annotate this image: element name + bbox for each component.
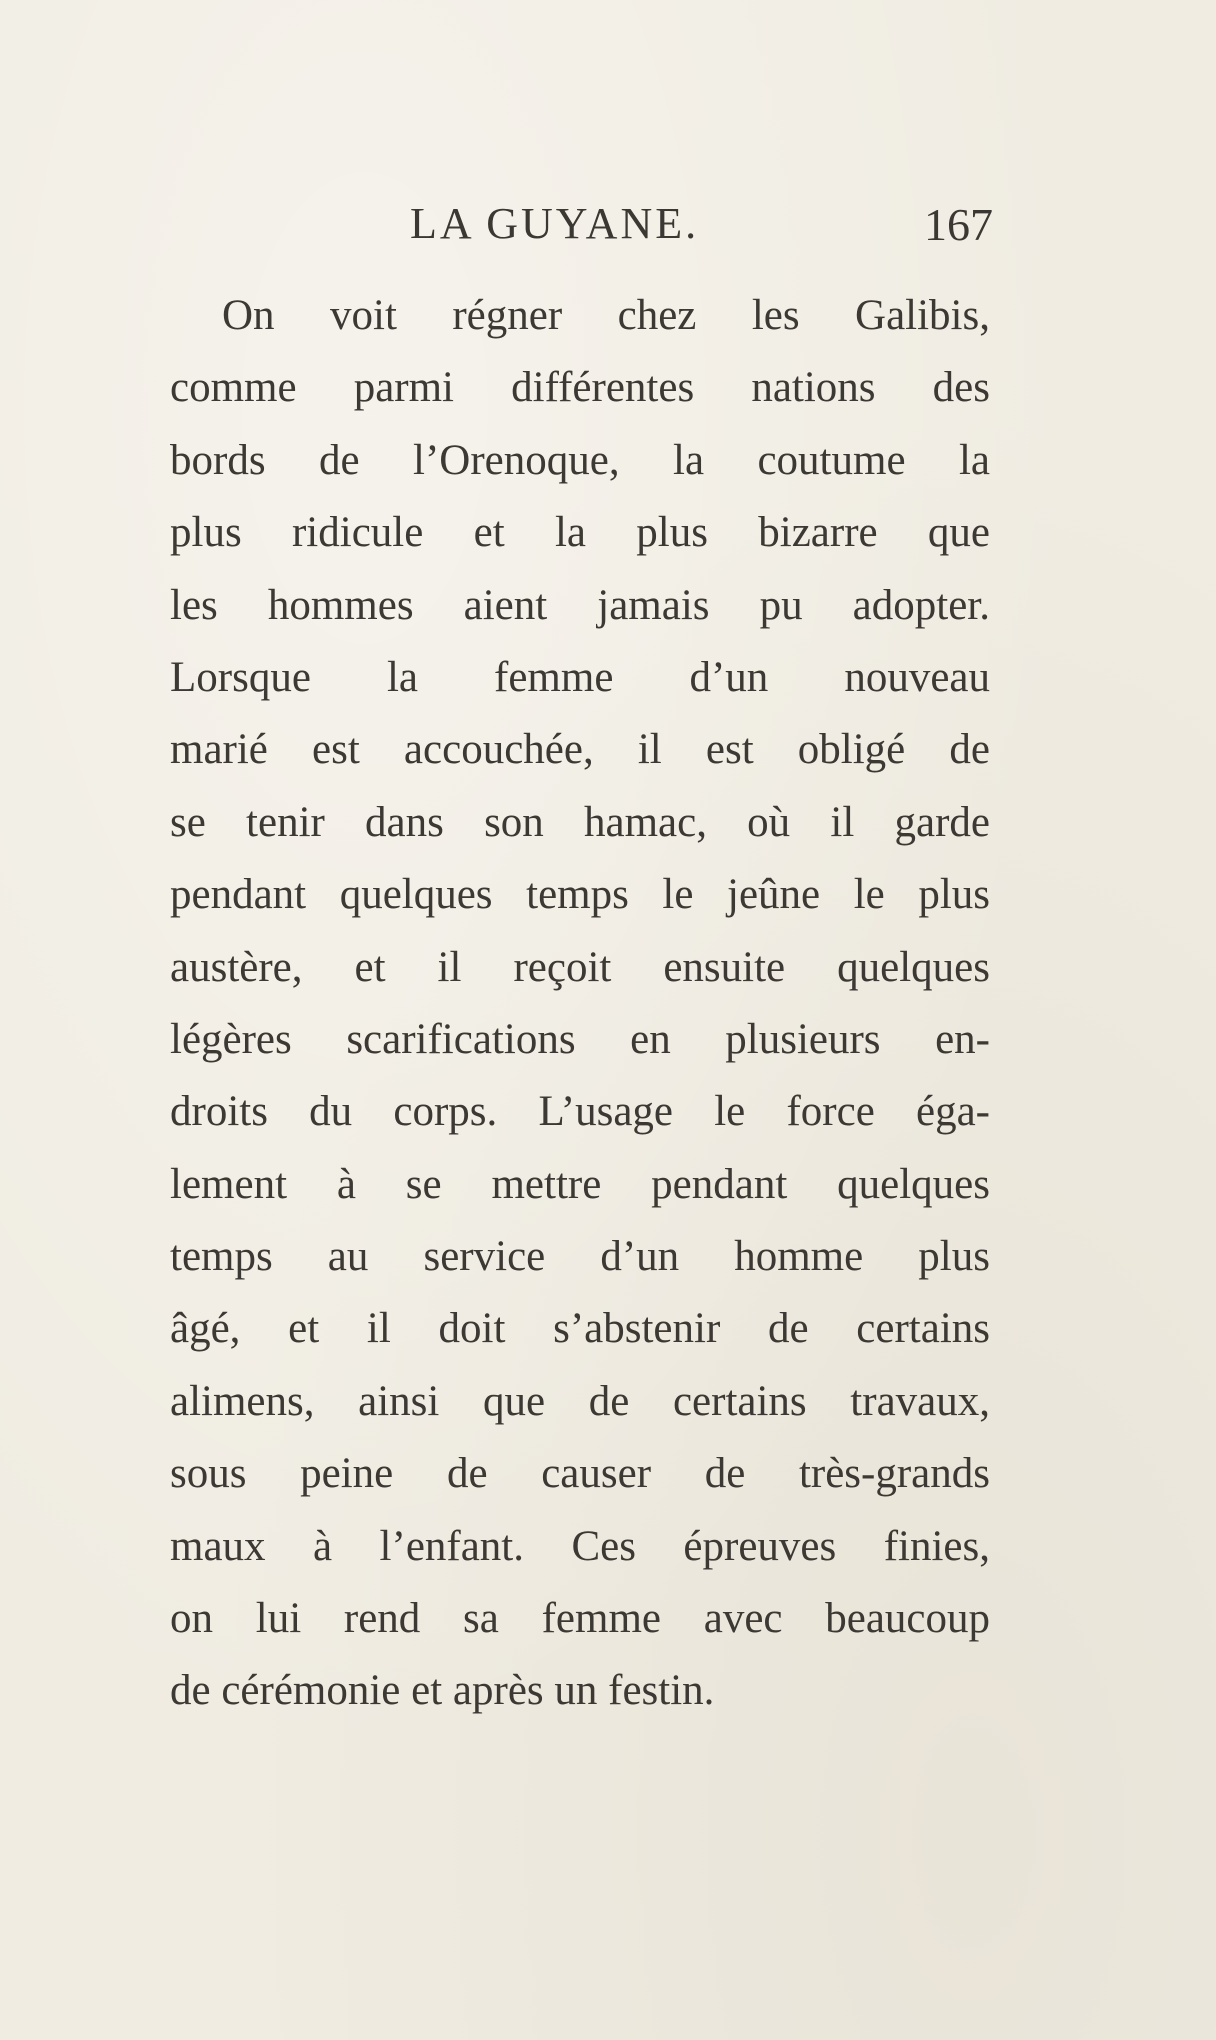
running-head — [410, 198, 1010, 258]
text-line: comme parmi différentes nations des — [170, 364, 990, 412]
text-line: temps au service d’un homme plus — [170, 1233, 990, 1281]
text-line: On voit régner chez les Galibis, — [222, 292, 990, 339]
text-line: légères scarifications en plusieurs en- — [170, 1015, 990, 1063]
text-line: on lui rend sa femme avec beaucoup — [170, 1595, 990, 1643]
text-line: marié est accouchée, il est obligé de — [170, 726, 990, 774]
text-line: se tenir dans son hamac, où il garde — [170, 798, 990, 846]
text-line: droits du corps. L’usage le force éga- — [170, 1088, 990, 1136]
page-number: 167 — [924, 199, 993, 250]
text-line: de cérémonie et après un festin. — [170, 1667, 715, 1715]
text-line: alimens, ainsi que de certains travaux, — [170, 1377, 990, 1425]
text-line: les hommes aient jamais pu adopter. — [170, 581, 990, 629]
text-line: plus ridicule et la plus bizarre que — [170, 509, 990, 557]
text-line: maux à l’enfant. Ces épreuves finies, — [170, 1522, 990, 1570]
text-line: Lorsque la femme d’un nouveau — [170, 653, 990, 701]
text-line: sous peine de causer de très-grands — [170, 1450, 990, 1498]
body-paragraph — [170, 280, 990, 1728]
text-line: austère, et il reçoit ensuite quelques — [170, 943, 990, 991]
text-line: bords de l’Orenoque, la coutume la — [170, 436, 990, 484]
text-line: âgé, et il doit s’abstenir de certains — [170, 1305, 990, 1353]
text-line: lement à se mettre pendant quelques — [170, 1160, 990, 1208]
running-title: LA GUYANE. — [410, 199, 700, 248]
text-line: pendant quelques temps le jeûne le plus — [170, 871, 990, 919]
